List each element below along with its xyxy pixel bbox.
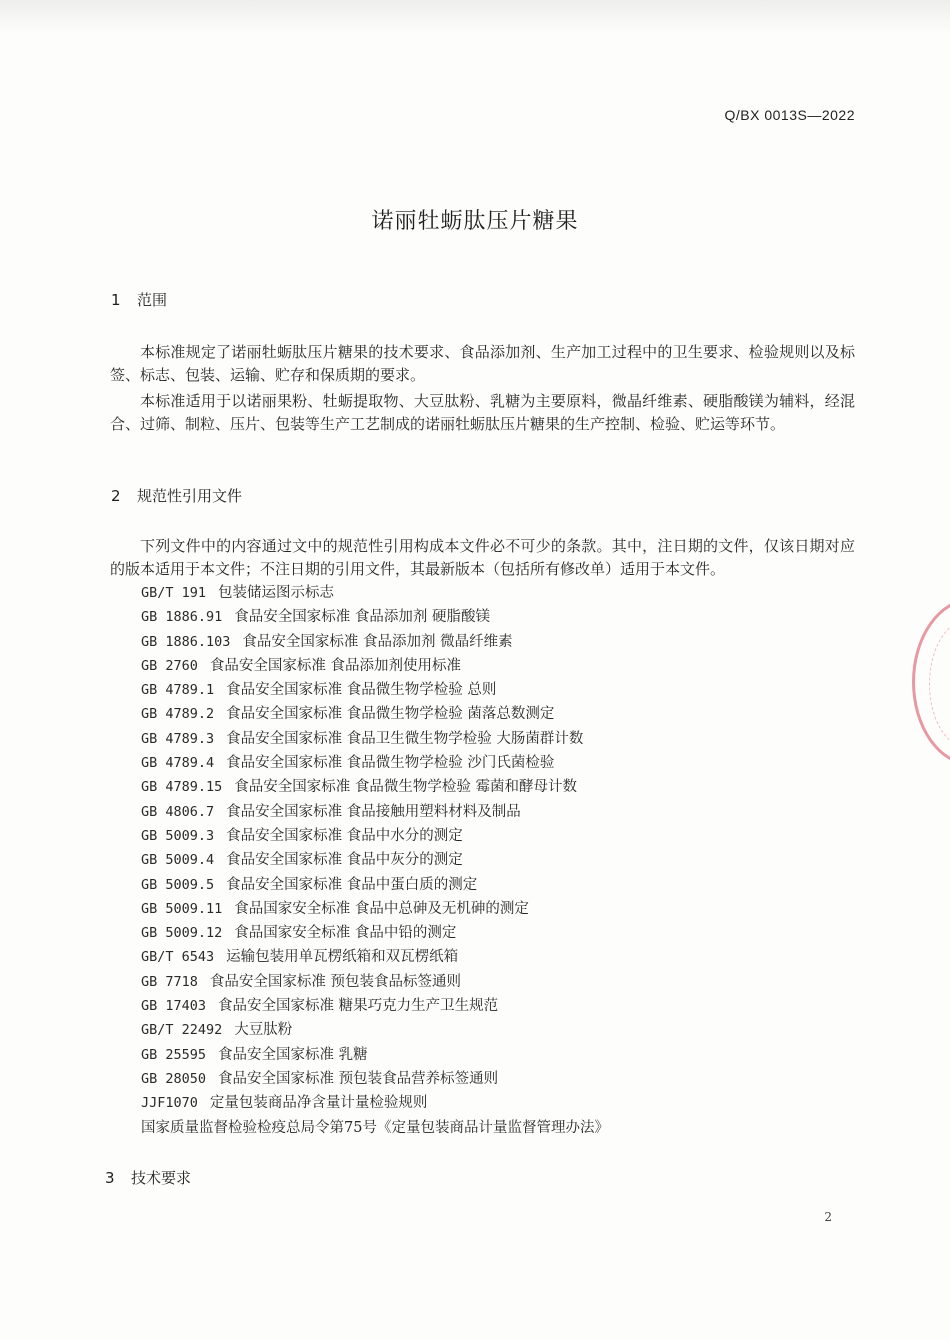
reference-code: GB 1886.91	[141, 609, 223, 626]
reference-item	[141, 654, 861, 678]
reference-list	[141, 581, 861, 1140]
reference-title: 食品安全国家标准 食品添加剂 硬脂酸镁	[234, 609, 490, 626]
reference-code: GB 4789.2	[141, 706, 215, 723]
section-1-paragraph-1: 本标准规定了诺丽牡蛎肽压片糖果的技术要求、食品添加剂、生产加工过程中的卫生要求、检验规则以及标签、标志、包装、运输、贮存和保质期的要求。	[110, 343, 855, 384]
reference-item	[141, 848, 861, 872]
reference-item	[141, 702, 861, 726]
reference-item	[141, 800, 861, 824]
reference-title: 食品安全国家标准 食品微生物学检验 总则	[226, 682, 497, 699]
reference-item	[141, 751, 861, 775]
page-number: 2	[824, 1210, 832, 1224]
reference-item	[141, 945, 861, 969]
reference-code: GB 4789.4	[141, 755, 215, 772]
reference-item	[141, 873, 861, 897]
reference-code: JJF1070	[141, 1095, 198, 1112]
section-2-number: 2	[111, 487, 121, 505]
reference-item	[141, 1091, 861, 1115]
reference-title: 食品国家安全标准 食品中总砷及无机砷的测定	[234, 900, 529, 917]
section-1-paragraph-2: 本标准适用于以诺丽果粉、牡蛎提取物、大豆肽粉、乳糖为主要原料，微晶纤维素、硬脂酸镁为辅料，经混合、过筛、制粒、压片、包装等生产工艺制成的诺丽牡蛎肽压片糖果的生产控制、检验、贮运等环节。	[110, 392, 855, 433]
reference-code: GB 4806.7	[141, 803, 215, 820]
reference-item	[141, 897, 861, 921]
section-3-title: 技术要求	[131, 1169, 192, 1187]
reference-code: GB 4789.3	[141, 730, 215, 747]
reference-code: GB 28050	[141, 1070, 207, 1087]
reference-code: GB 5009.3	[141, 827, 215, 844]
section-1-number: 1	[111, 291, 121, 309]
reference-code: GB 25595	[141, 1046, 207, 1063]
reference-code: GB/T 22492	[141, 1022, 223, 1039]
reference-code: GB 7718	[141, 973, 198, 990]
official-seal-stamp	[912, 598, 950, 766]
section-2-heading	[111, 485, 242, 506]
reference-item	[141, 970, 861, 994]
reference-code: GB 5009.4	[141, 852, 215, 869]
reference-title: 定量包装商品净含量计量检验规则	[209, 1095, 428, 1112]
reference-code: GB/T 191	[141, 585, 207, 601]
reference-item	[141, 581, 861, 605]
reference-title: 国家质量监督检验检疫总局令第75号《定量包装商品计量监督管理办法》	[141, 1119, 609, 1136]
reference-title: 食品安全国家标准 食品中蛋白质的测定	[226, 876, 478, 893]
reference-title: 食品国家安全标准 食品中铅的测定	[234, 925, 457, 942]
reference-item	[141, 1116, 861, 1140]
reference-code: GB 5009.12	[141, 925, 223, 942]
reference-item	[141, 605, 861, 629]
reference-item	[141, 775, 861, 799]
reference-title: 食品安全国家标准 食品微生物学检验 霉菌和酵母计数	[234, 779, 577, 796]
reference-title: 食品安全国家标准 食品添加剂使用标准	[209, 657, 462, 674]
section-3-number: 3	[105, 1169, 115, 1187]
reference-code: GB/T 6543	[141, 949, 215, 966]
reference-item	[141, 678, 861, 702]
reference-title: 食品安全国家标准 食品添加剂 微晶纤维素	[242, 633, 513, 650]
scan-shadow	[0, 0, 950, 34]
seal-inner-ring	[929, 619, 950, 749]
reference-title: 食品安全国家标准 预包装食品标签通则	[209, 973, 462, 990]
reference-code: GB 5009.5	[141, 876, 215, 893]
section-1-heading	[111, 289, 167, 310]
reference-item	[141, 921, 861, 945]
reference-item	[141, 1067, 861, 1091]
reference-title: 食品安全国家标准 食品接触用塑料材料及制品	[226, 803, 521, 820]
section-3-heading	[105, 1167, 191, 1188]
reference-title: 食品安全国家标准 食品中水分的测定	[226, 827, 463, 844]
reference-code: GB 4789.1	[141, 682, 215, 699]
reference-item	[141, 1043, 861, 1067]
reference-title: 食品安全国家标准 食品微生物学检验 沙门氏菌检验	[226, 755, 555, 772]
reference-code: GB 5009.11	[141, 900, 223, 917]
reference-title: 运输包装用单瓦楞纸箱和双瓦楞纸箱	[226, 949, 459, 966]
reference-item	[141, 1018, 861, 1042]
reference-code: GB 17403	[141, 998, 207, 1015]
reference-item	[141, 727, 861, 751]
reference-title: 包装储运图示标志	[218, 585, 335, 601]
reference-title: 食品安全国家标准 糖果巧克力生产卫生规范	[218, 998, 499, 1015]
reference-item	[141, 630, 861, 654]
reference-title: 食品安全国家标准 食品微生物学检验 菌落总数测定	[226, 706, 555, 723]
reference-code: GB 4789.15	[141, 779, 223, 796]
reference-item	[141, 824, 861, 848]
reference-title: 大豆肽粉	[234, 1022, 293, 1039]
section-2-title: 规范性引用文件	[137, 487, 243, 505]
reference-item	[141, 994, 861, 1018]
document-title: 诺丽牡蛎肽压片糖果	[371, 209, 579, 234]
reference-code: GB 2760	[141, 657, 198, 674]
section-2-intro: 下列文件中的内容通过文中的规范性引用构成本文件必不可少的条款。其中，注日期的文件，仅该日期对应的版本适用于本文件；不注日期的引用文件，其最新版本（包括所有修改单）适用于本文件。	[110, 537, 855, 578]
reference-code: GB 1886.103	[141, 633, 231, 650]
section-1-title: 范围	[137, 291, 168, 309]
document-code: Q/BX 0013S—2022	[724, 107, 855, 123]
reference-title: 食品安全国家标准 预包装食品营养标签通则	[218, 1070, 499, 1087]
reference-title: 食品安全国家标准 食品卫生微生物学检验 大肠菌群计数	[226, 730, 584, 747]
reference-title: 食品安全国家标准 食品中灰分的测定	[226, 852, 463, 869]
reference-title: 食品安全国家标准 乳糖	[218, 1046, 368, 1063]
